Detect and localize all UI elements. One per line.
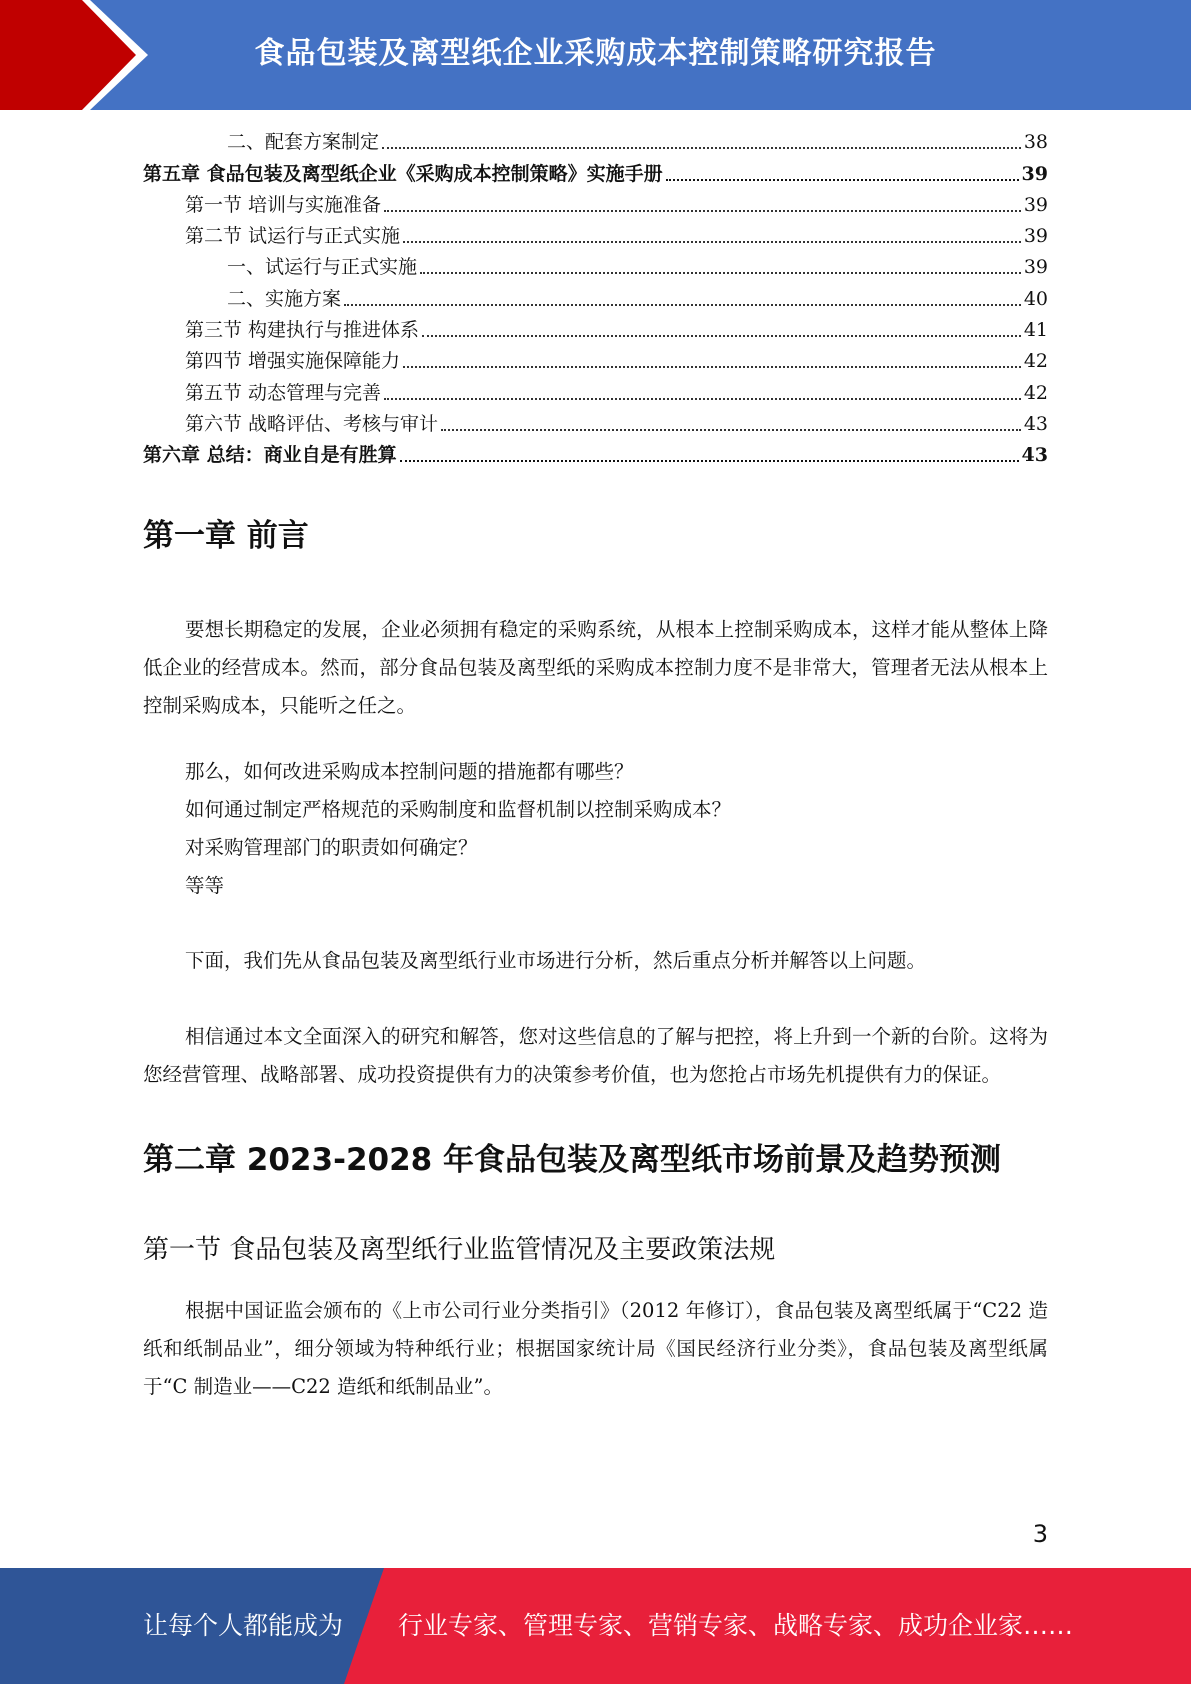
question-item: 那么，如何改进采购成本控制问题的措施都有哪些？	[185, 760, 634, 783]
toc-leader-dots	[422, 335, 1021, 337]
question-item: 对采购管理部门的职责如何确定？	[185, 836, 478, 859]
toc-entry-title: 二、配套方案制定	[227, 131, 380, 154]
toc-leader-dots	[400, 460, 1019, 462]
section-1-heading: 第一节 食品包装及离型纸行业监管情况及主要政策法规	[143, 1235, 776, 1265]
intro-paragraph: 要想长期稳定的发展，企业必须拥有稳定的采购系统，从根本上控制采购成本，这样才能从整体上降低企业的经营成本。然而，部分食品包装及离型纸的采购成本控制力度不是非常大，管理者无法从根本上控制采购成本，只能听之任之。	[143, 618, 1048, 717]
toc-entry-page: 38	[1023, 131, 1048, 154]
toc-leader-dots	[344, 304, 1021, 306]
toc-entry-page: 39	[1021, 162, 1048, 185]
toc-leader-dots	[666, 179, 1019, 181]
toc-entry[interactable]	[143, 158, 1048, 189]
toc-entry-page: 40	[1023, 287, 1048, 310]
analysis-paragraph: 下面，我们先从食品包装及离型纸行业市场进行分析，然后重点分析并解答以上问题。	[185, 949, 927, 972]
toc-entry-page: 39	[1023, 225, 1048, 248]
toc-leader-dots	[403, 241, 1021, 243]
toc-entry-page: 41	[1023, 319, 1048, 342]
toc-entry-title: 一、试运行与正式实施	[227, 256, 418, 279]
toc-entry-page: 43	[1023, 412, 1048, 435]
toc-entry[interactable]	[143, 440, 1048, 471]
chapter-2-heading: 第二章 2023-2028 年食品包装及离型纸市场前景及趋势预测	[143, 1142, 1002, 1178]
regulation-paragraph: 根据中国证监会颁布的《上市公司行业分类指引》（2012 年修订），食品包装及离型纸属于“C22 造纸和纸制品业”，细分领域为特种纸行业；根据国家统计局《国民经济行业分类》，食品包装及离型纸属于“C 制造业——C22 造纸和纸制品业”。	[143, 1299, 1048, 1398]
toc-entry[interactable]	[143, 252, 1048, 283]
toc-entry[interactable]	[143, 315, 1048, 346]
toc-entry-page: 39	[1023, 193, 1048, 216]
chapter-1-heading: 第一章 前言	[143, 518, 309, 554]
main-content	[143, 510, 1048, 1406]
toc-entry-title: 第五节 动态管理与完善	[185, 381, 382, 404]
toc-entry-page: 42	[1023, 350, 1048, 373]
report-title: 食品包装及离型纸企业采购成本控制策略研究报告	[254, 36, 937, 71]
toc-entry-title: 第四节 增强实施保障能力	[185, 350, 401, 373]
toc-leader-dots	[382, 147, 1021, 149]
toc-entry-title: 第五章 食品包装及离型纸企业《采购成本控制策略》实施手册	[143, 162, 663, 185]
conclusion-paragraph: 相信通过本文全面深入的研究和解答，您对这些信息的了解与把控，将上升到一个新的台阶。这将为您经营管理、战略部署、成功投资提供有力的决策参考价值，也为您抢占市场先机提供有力的保证。	[143, 1025, 1048, 1086]
toc-leader-dots	[441, 429, 1021, 431]
toc-leader-dots	[384, 398, 1021, 400]
toc-entry[interactable]	[143, 190, 1048, 221]
toc-entry-title: 第一节 培训与实施准备	[185, 193, 382, 216]
toc-leader-dots	[384, 210, 1021, 212]
footer-slogan-left: 让每个人都能成为	[143, 1611, 344, 1640]
toc-entry-title: 第三节 构建执行与推进体系	[185, 319, 420, 342]
toc-leader-dots	[403, 366, 1021, 368]
toc-entry-title: 二、实施方案	[227, 287, 342, 310]
toc-entry-page: 43	[1021, 444, 1048, 467]
toc-entry-title: 第六节 战略评估、考核与审计	[185, 412, 439, 435]
toc-entry[interactable]	[143, 409, 1048, 440]
toc-entry[interactable]	[143, 346, 1048, 377]
toc-entry-page: 42	[1023, 381, 1048, 404]
toc-entry[interactable]	[143, 127, 1048, 158]
question-item: 如何通过制定严格规范的采购制度和监督机制以控制采购成本？	[185, 798, 732, 821]
toc-leader-dots	[420, 272, 1021, 274]
toc-entry[interactable]	[143, 221, 1048, 252]
page-header	[0, 0, 1191, 110]
toc-entry[interactable]	[143, 283, 1048, 314]
toc-entry-page: 39	[1023, 256, 1048, 279]
toc-entry-title: 第六章 总结：商业自是有胜算	[143, 444, 397, 467]
page-footer	[0, 1568, 1191, 1684]
footer-slogan-right: 行业专家、管理专家、营销专家、战略专家、成功企业家……	[398, 1611, 1074, 1640]
question-item: 等等	[185, 874, 225, 897]
toc-entry[interactable]	[143, 377, 1048, 408]
table-of-contents	[143, 127, 1048, 471]
question-list	[143, 753, 1048, 905]
header-red-arrow-decoration	[0, 0, 160, 110]
toc-entry-title: 第二节 试运行与正式实施	[185, 225, 401, 248]
page-number: 3	[1032, 1520, 1048, 1548]
